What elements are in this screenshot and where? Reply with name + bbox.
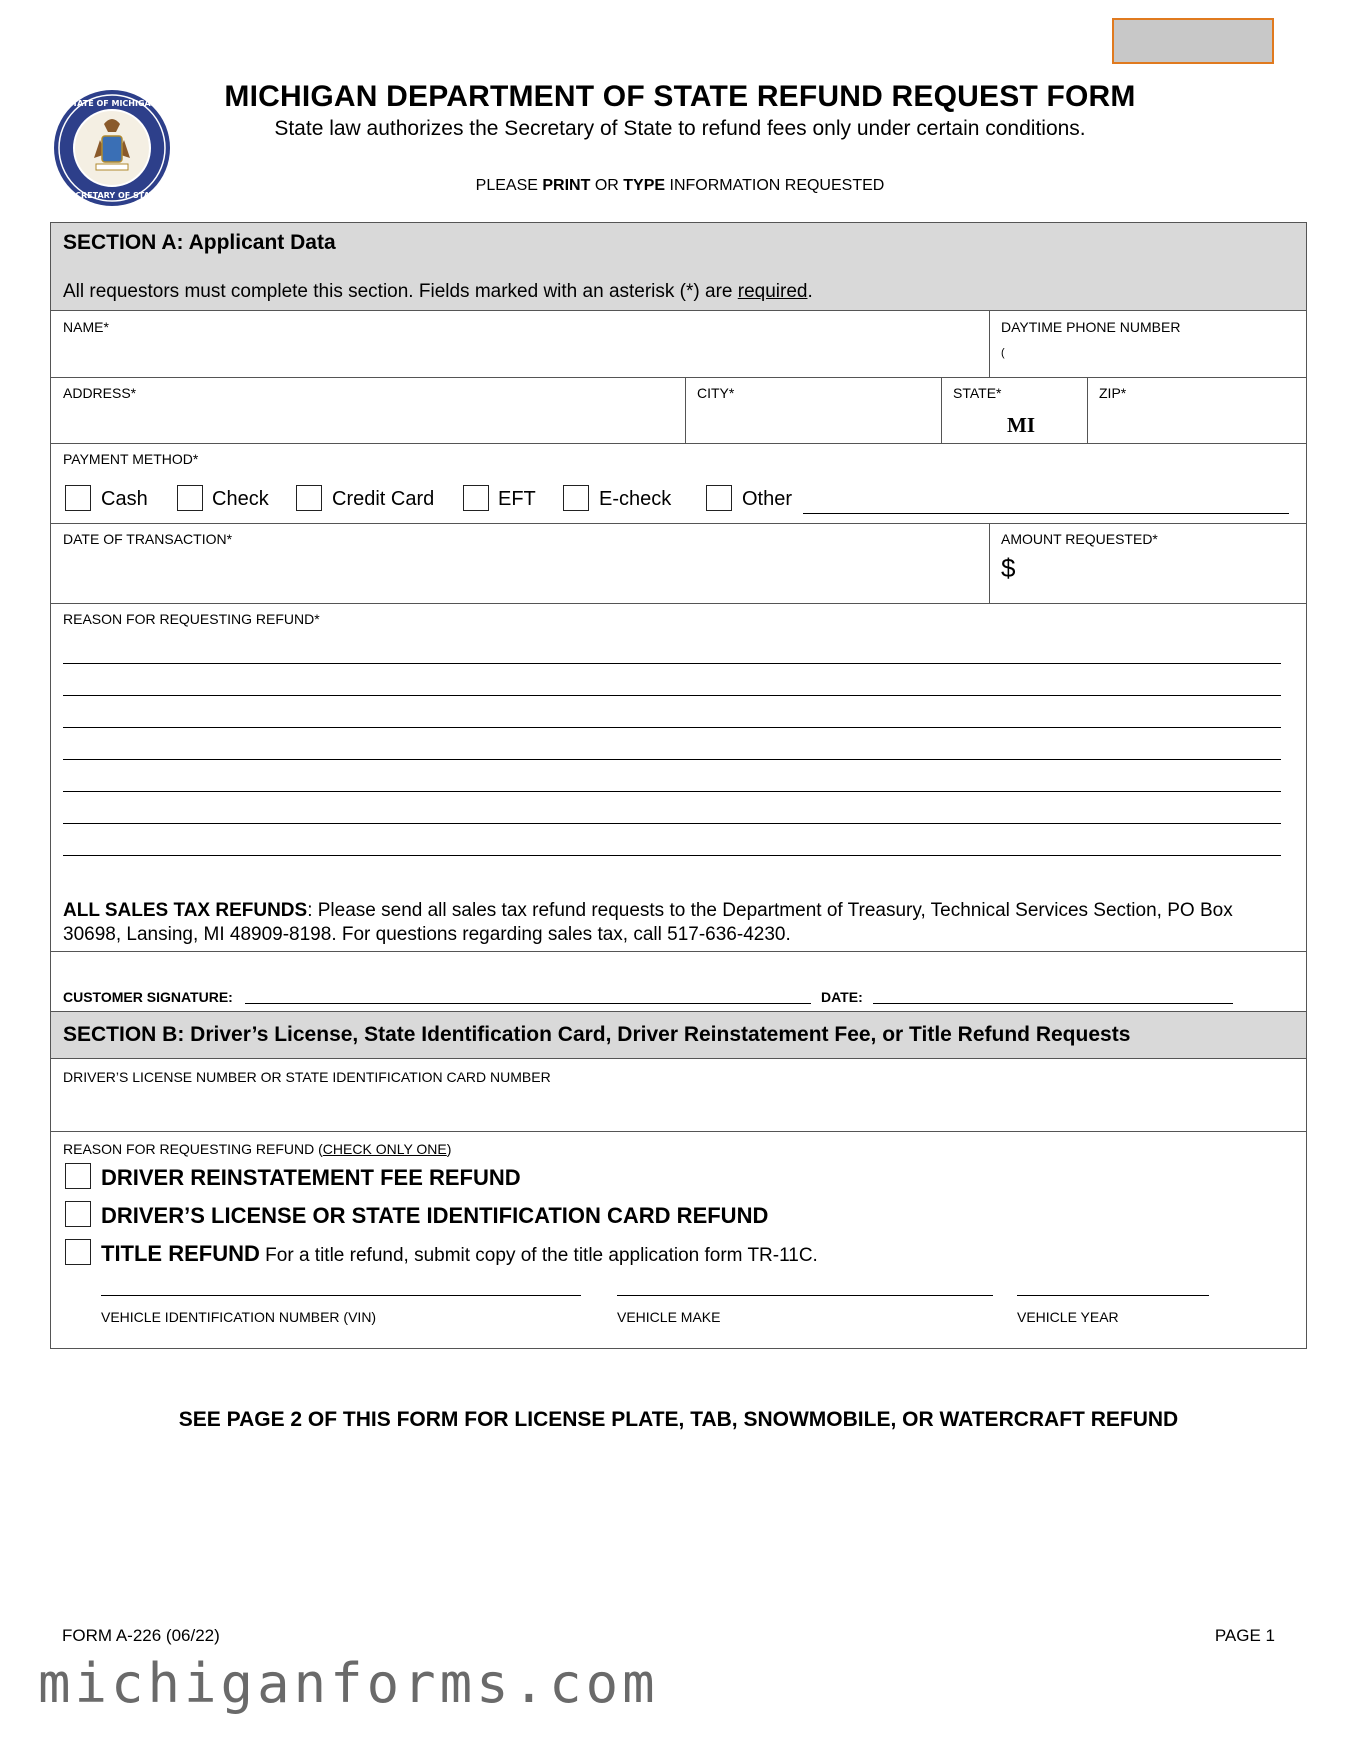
reason-line[interactable]: [63, 855, 1281, 856]
vin-field[interactable]: [101, 1295, 581, 1296]
sales-tax-notice: ALL SALES TAX REFUNDS: Please send all sales tax refund requests to the Department of Treasury, Technical Services Section, PO Box 30698, Lansing, MI 48909-8198. For questions regarding sales tax, call 517-636-4230.: [63, 900, 1233, 945]
address-label: ADDRESS*: [63, 385, 137, 401]
reason-label: REASON FOR REQUESTING REFUND*: [63, 611, 320, 627]
reason-line[interactable]: [63, 695, 1281, 696]
city-label: CITY*: [697, 385, 735, 401]
payment-label: PAYMENT METHOD*: [63, 451, 199, 467]
payment-other-field[interactable]: [803, 513, 1289, 514]
date-label: DATE OF TRANSACTION*: [63, 531, 233, 547]
payment-check-label: Check: [212, 488, 269, 510]
amount-label: AMOUNT REQUESTED*: [1001, 531, 1158, 547]
section-a-note: All requestors must complete this section. Fields marked with an asterisk (*) are required.: [63, 281, 813, 302]
vehicle-year-label: VEHICLE YEAR: [1017, 1309, 1119, 1325]
signature-date-field[interactable]: [873, 1003, 1233, 1004]
reason-line[interactable]: [63, 759, 1281, 760]
payment-check-checkbox[interactable]: [177, 485, 203, 511]
vehicle-make-field[interactable]: [617, 1295, 993, 1296]
state-field[interactable]: MI: [1007, 413, 1035, 437]
state-label: STATE*: [953, 385, 1002, 401]
amount-dollar-sign: $: [1001, 553, 1016, 583]
form-id: FORM A-226 (06/22): [62, 1626, 220, 1645]
page-number: PAGE 1: [1214, 1626, 1275, 1645]
title-refund-label: TITLE REFUND For a title refund, submit copy of the title application form TR-11C.: [101, 1241, 818, 1266]
phone-field[interactable]: (: [1001, 347, 1005, 359]
svg-text:SECRETARY OF STATE: SECRETARY OF STATE: [63, 191, 161, 200]
payment-eft-label: EFT: [498, 488, 536, 510]
vehicle-year-field[interactable]: [1017, 1295, 1209, 1296]
section-a-header: [51, 223, 1306, 311]
name-label: NAME*: [63, 319, 109, 335]
payment-credit-card-checkbox[interactable]: [296, 485, 322, 511]
reason-line[interactable]: [63, 791, 1281, 792]
payment-other-checkbox[interactable]: [706, 485, 732, 511]
payment-cash-label: Cash: [101, 488, 148, 510]
vin-label: VEHICLE IDENTIFICATION NUMBER (VIN): [101, 1309, 377, 1325]
svg-text:STATE OF MICHIGAN: STATE OF MICHIGAN: [66, 99, 158, 108]
payment-echeck-checkbox[interactable]: [563, 485, 589, 511]
office-use-box: [1112, 18, 1274, 64]
print-note: PLEASE PRINT OR TYPE INFORMATION REQUESTED: [475, 177, 885, 194]
payment-other-label: Other: [742, 488, 793, 510]
form-title: MICHIGAN DEPARTMENT OF STATE REFUND REQUEST FORM: [224, 80, 1136, 113]
watermark: michiganforms.com: [38, 1652, 659, 1715]
reason-line[interactable]: [63, 823, 1281, 824]
section-b-title: SECTION B: Driver’s License, State Identification Card, Driver Reinstatement Fee, or Title Refund Requests: [63, 1023, 1131, 1046]
zip-label: ZIP*: [1099, 385, 1127, 401]
reinstatement-refund-label: DRIVER REINSTATEMENT FEE REFUND: [101, 1165, 521, 1190]
vehicle-make-label: VEHICLE MAKE: [617, 1309, 721, 1325]
reinstatement-refund-checkbox[interactable]: [65, 1163, 91, 1189]
reason-line[interactable]: [63, 727, 1281, 728]
signature-field[interactable]: [245, 1003, 811, 1004]
payment-echeck-label: E-check: [599, 488, 672, 510]
signature-date-label: DATE:: [821, 989, 863, 1005]
phone-label: DAYTIME PHONE NUMBER: [1001, 319, 1181, 335]
reason-line[interactable]: [63, 663, 1281, 664]
license-id-refund-label: DRIVER’S LICENSE OR STATE IDENTIFICATION CARD REFUND: [101, 1203, 769, 1228]
signature-label: CUSTOMER SIGNATURE:: [63, 989, 233, 1005]
payment-credit-card-label: Credit Card: [332, 488, 435, 510]
section-b-reason-label: REASON FOR REQUESTING REFUND (CHECK ONLY ONE): [63, 1141, 452, 1157]
dl-label: DRIVER’S LICENSE NUMBER OR STATE IDENTIFICATION CARD NUMBER: [63, 1069, 551, 1085]
michigan-seal-icon: [52, 88, 172, 208]
title-refund-checkbox[interactable]: [65, 1239, 91, 1265]
section-b-header: [51, 1011, 1306, 1059]
form-subtitle: State law authorizes the Secretary of State to refund fees only under certain conditions.: [274, 117, 1086, 140]
payment-eft-checkbox[interactable]: [463, 485, 489, 511]
payment-cash-checkbox[interactable]: [65, 485, 91, 511]
see-page-2-note: SEE PAGE 2 OF THIS FORM FOR LICENSE PLATE, TAB, SNOWMOBILE, OR WATERCRAFT REFUND: [178, 1408, 1179, 1431]
refund-form: [50, 222, 1307, 1349]
section-a-title: SECTION A: Applicant Data: [63, 231, 336, 254]
license-id-refund-checkbox[interactable]: [65, 1201, 91, 1227]
